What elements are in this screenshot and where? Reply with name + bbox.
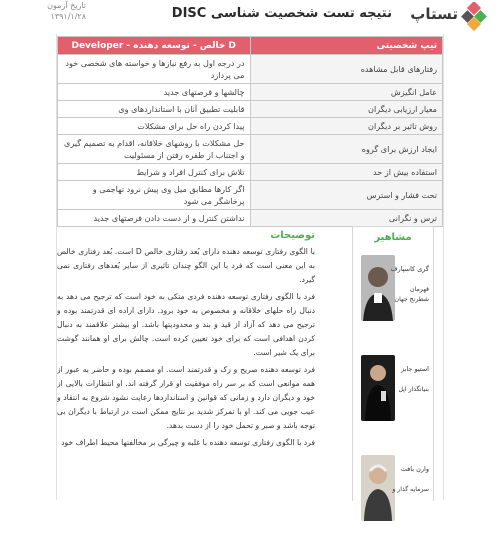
- page-title: نتیجه تست شخصیت شناسی DISC: [171, 6, 392, 21]
- column-header-type: D خالص - توسعه دهنده - Developer: [58, 37, 251, 55]
- logo: [408, 2, 490, 32]
- celebrity-role: قهرمان شطرنج جهان: [394, 286, 429, 303]
- table-row: [58, 135, 443, 164]
- table-row: [58, 164, 443, 181]
- trait-cell: عامل انگیزش: [250, 84, 443, 101]
- trait-cell: ایجاد ارزش برای گروه: [250, 135, 443, 164]
- celebrities-title: مشاهیر: [374, 232, 412, 243]
- desc-cell: پیدا کردن راه حل برای مشکلات: [58, 118, 251, 135]
- desc-cell: تلاش برای کنترل افراد و شرایط: [58, 164, 251, 181]
- logo-text: تستاپ: [410, 5, 458, 23]
- trait-cell: معیار ارزیابی دیگران: [250, 101, 443, 118]
- desc-cell: حل مشکلات با روشهای خلاقانه، اقدام به تصمیم گیری و اجتناب از طفره رفتن از مسئولیت: [58, 135, 251, 164]
- trait-cell: رفتارهای قابل مشاهده: [250, 55, 443, 84]
- trait-cell: ترس و نگرانی: [250, 210, 443, 227]
- explanation-paragraph: فرد توسعه دهنده صریح و رک و قدرتمند است. او مصمم بوده و حاضر به عبور از همه موانعی است که بر سر راه موفقیت او قرار گرفته اند. او انتظارات بالایی از خود و دیگران دارد و زمانی که قوانین و استانداردها رعایت نشود شروع به انتقاد و عیب جویی می کند. او با تمرکز شدید بر نتایج ممکن است در ارتباط با دیگران بی توجه باشد و صبر و تحمل خود را از دست بدهد.: [57, 365, 315, 430]
- date-label: تاریخ آزمون: [47, 1, 86, 10]
- explanations-title: توضیحات: [270, 230, 315, 241]
- table-row: [58, 84, 443, 101]
- celebrity-name: گری کاسپارف: [390, 265, 429, 273]
- explanation-paragraph: فرد با الگوی رفتاری توسعه دهنده فردی متکی به خود است که ترجیح می دهد به دنبال راه حلهای خلاقانه و مخصوص به خود برود. دارای اراده ای قدرتمند بوده و ترجیح می دهد که آزاد از قید و بند و محدودیتها باشد. او بیشتر علاقمند به دنبال کردن اهدافی است که برای خود تعیین کرده است. چالش برای او همانند گوشت برای یک شیر است.: [57, 292, 315, 357]
- desc-cell: در درجه اول به رفع نیازها و خواسته های شخصی خود می پردازد: [58, 55, 251, 84]
- celebrity-role: سرمایه گذار و: [392, 486, 429, 493]
- desc-cell: نداشتن کنترل و از دست دادن فرصتهای جدید: [58, 210, 251, 227]
- celebrity-card: [353, 455, 433, 533]
- table-header-row: [58, 37, 443, 55]
- table-row: [58, 101, 443, 118]
- column-header-trait: تیپ شخصیتی: [250, 37, 443, 55]
- celebrity-role: بنیانگذار اپل: [398, 386, 429, 393]
- desc-cell: اگر کارها مطابق میل وی پیش نرود تهاجمی و پرخاشگر می شود: [58, 181, 251, 210]
- celebrity-card: [353, 255, 433, 333]
- trait-cell: تحت فشار و استرس: [250, 181, 443, 210]
- trait-cell: استفاده بیش از حد: [250, 164, 443, 181]
- explanation-paragraph: با الگوی رفتاری توسعه دهنده دارای بُعد رفتاری خالص D است. بُعد رفتاری خالص به این معنی است که فرد با این الگو چندان تاثیری از سایر بُعدهای رفتاری نمی گیرد.: [57, 247, 315, 284]
- table-row: [58, 118, 443, 135]
- celebrities-sidebar: [352, 226, 434, 501]
- header: [0, 0, 500, 34]
- table-row: [58, 181, 443, 210]
- celebrity-card: [353, 355, 433, 433]
- table-row: [58, 210, 443, 227]
- traits-table: [57, 36, 443, 227]
- date-value: ۱۳۹۱/۱/۲۸: [50, 12, 86, 21]
- celebrity-name: استیو جابز: [401, 365, 429, 373]
- trait-cell: روش تاثیر بر دیگران: [250, 118, 443, 135]
- desc-cell: چالشها و فرصتهای جدید: [58, 84, 251, 101]
- date-block: [6, 0, 86, 22]
- table-row: [58, 55, 443, 84]
- celebrity-name: وارن بافت: [400, 465, 429, 473]
- page-border-right: [443, 34, 444, 500]
- explanation-paragraph: فرد با الگوی رفتاری توسعه دهنده با غلبه و چیرگی بر مخالفتها محیط اطراف خود: [61, 438, 315, 447]
- logo-mark-icon: [460, 2, 490, 32]
- explanations-section: [57, 226, 315, 500]
- desc-cell: قابلیت تطبیق آنان با استانداردهای وی: [58, 101, 251, 118]
